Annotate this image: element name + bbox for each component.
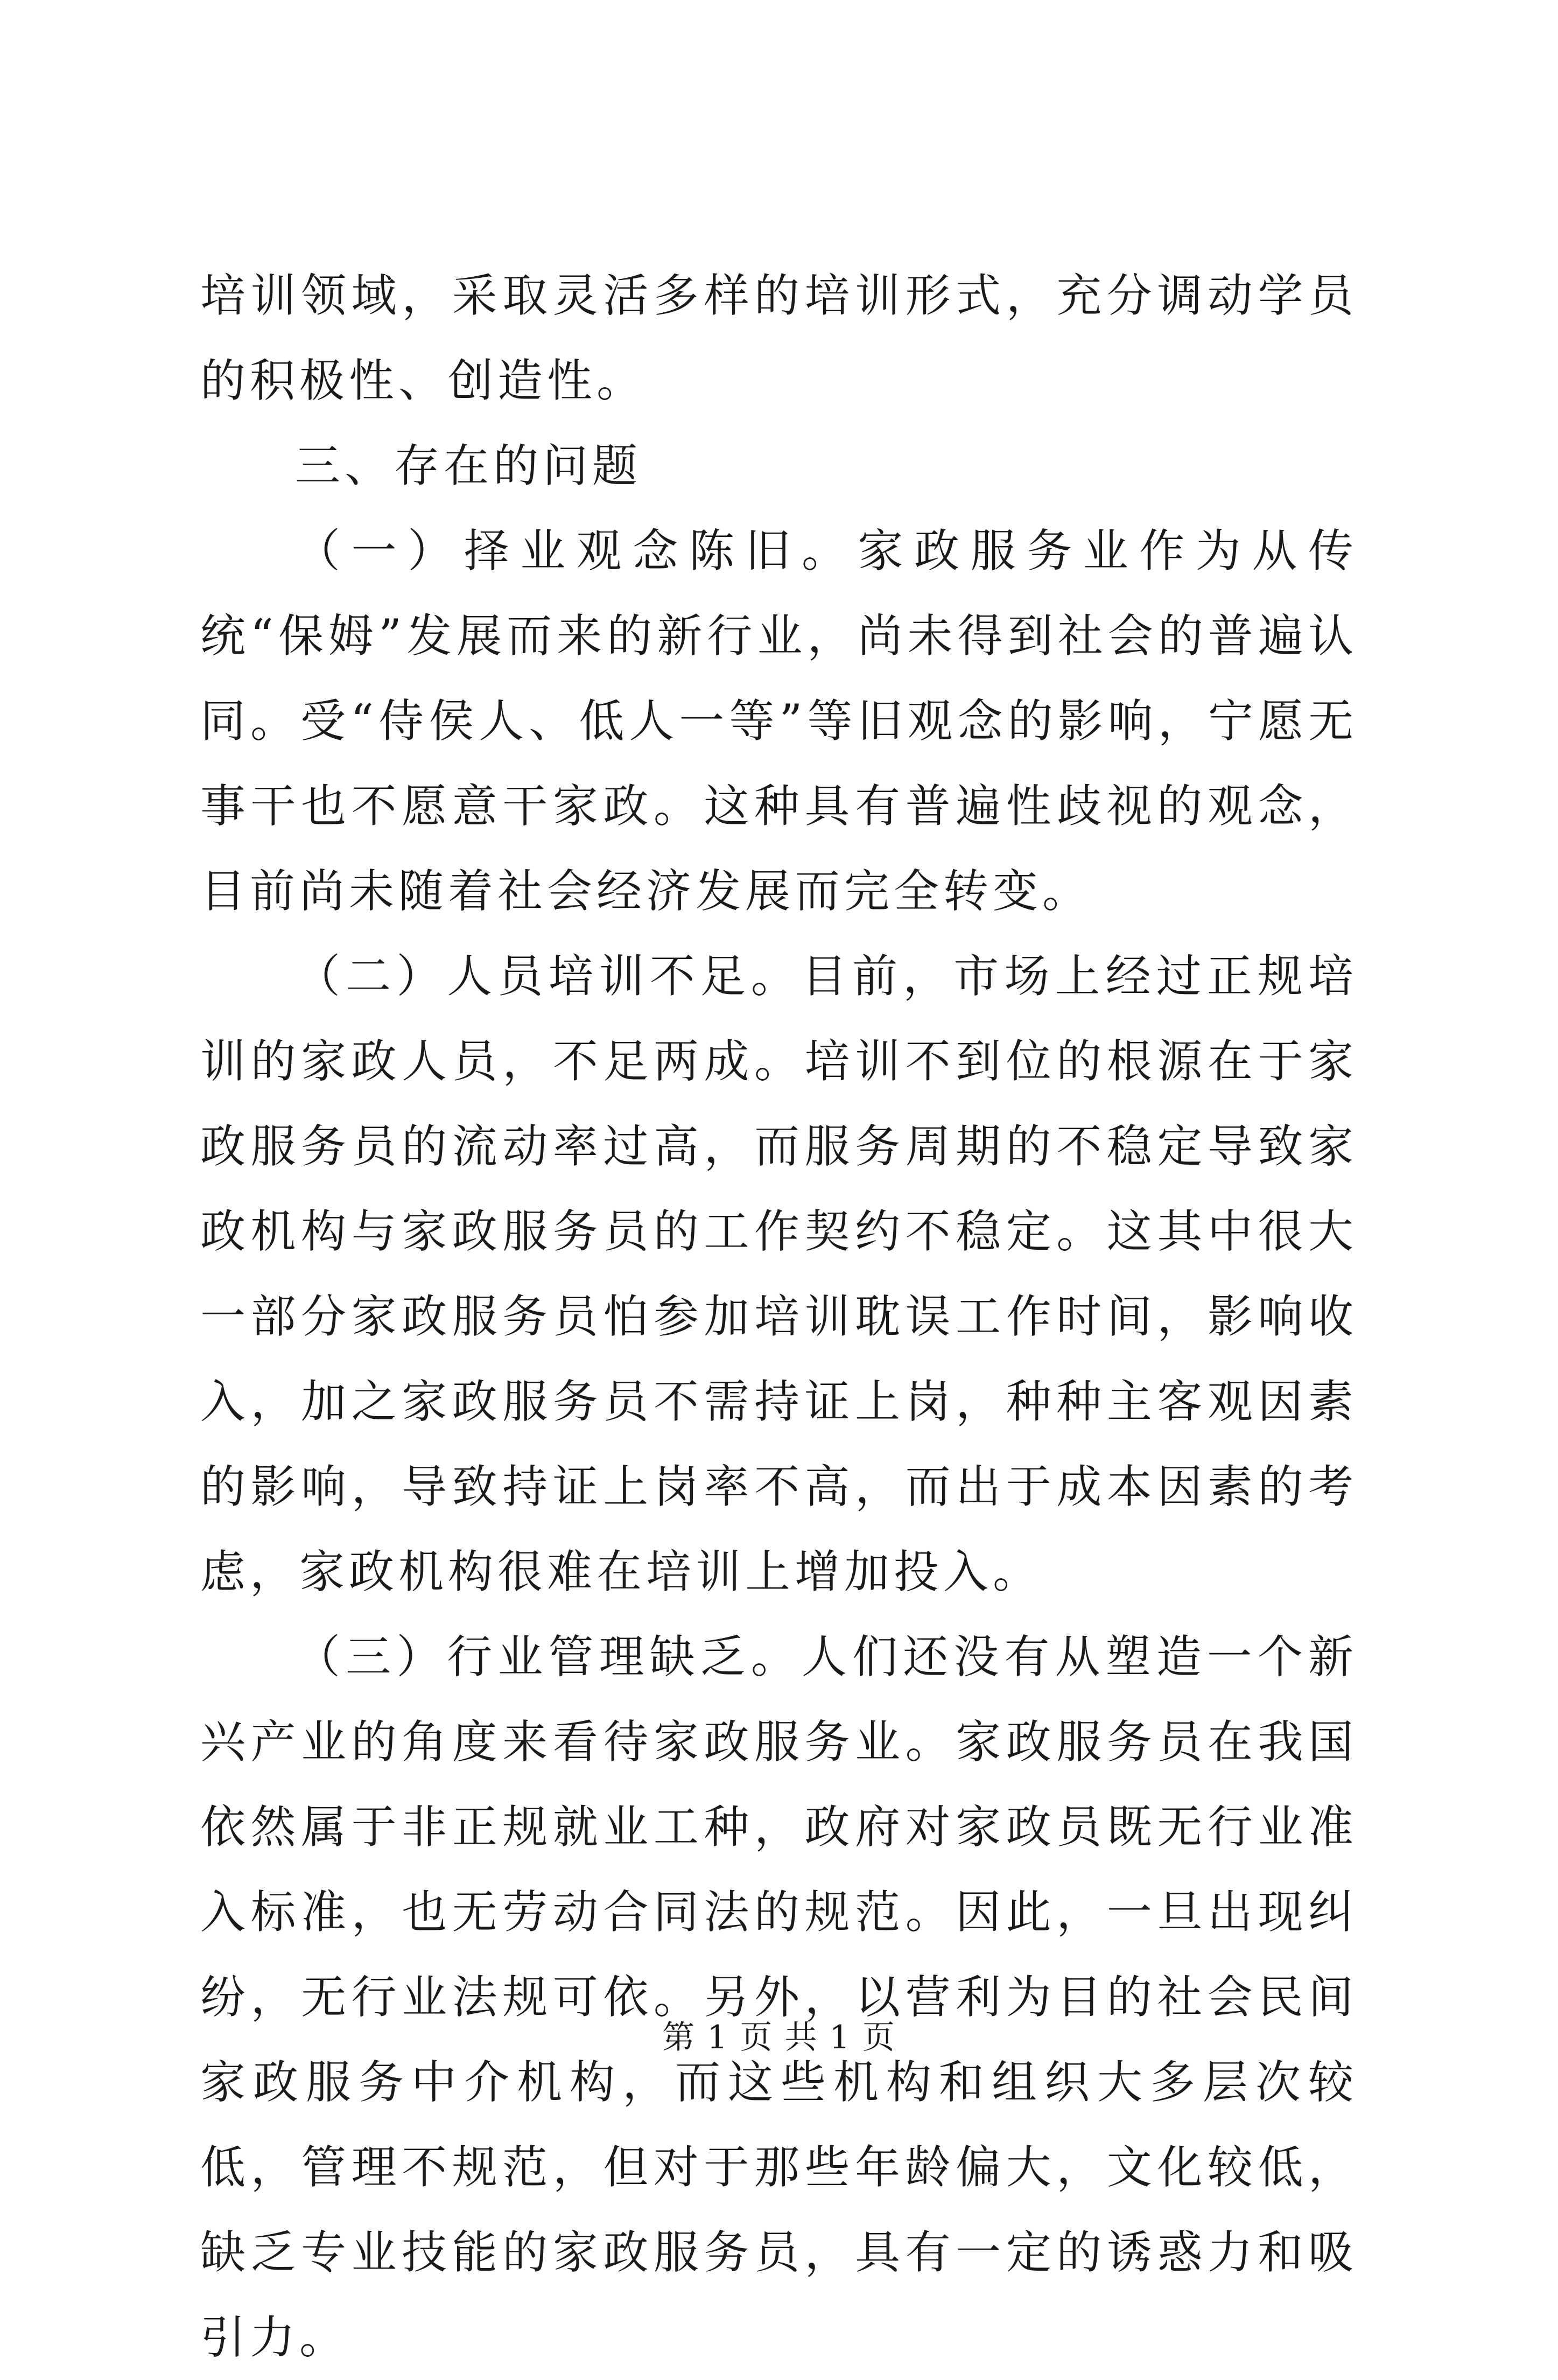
page-footer: 第 1 页 共 1 页 xyxy=(662,2019,896,2056)
paragraph-item-3: （三）行业管理缺乏。人们还没有从塑造一个新兴产业的角度来看待家政服务业。家政服务员在我国依然属于非正规就业工种，政府对家政员既无行业准入标准，也无劳动合同法的规范。因此，一旦出现纠纷，无行业法规可依。另外，以营利为目的社会民间家政服务中介机构，而这些机构和组织大多层次较低，管理不规范，但对于那些年龄偏大，文化较低，缺乏专业技能的家政服务员，具有一定的诱惑力和吸引力。 xyxy=(200,1630,1358,2364)
paragraph-continuation: 培训领域，采取灵活多样的培训形式，充分调动学员的积极性、创造性。 xyxy=(200,269,1358,407)
section-heading: 三、存在的问题 xyxy=(295,439,642,492)
paragraph-item-2: （二）人员培训不足。目前，市场上经过正规培训的家政人员，不足两成。培训不到位的根源在于家政服务员的流动率过高，而服务周期的不稳定导致家政机构与家政服务员的工作契约不稳定。这其中很大一部分家政服务员怕参加培训耽误工作时间，影响收入，加之家政服务员不需持证上岗，种种主客观因素的影响，导致持证上岗率不高，而出于成本因素的考虑，家政机构很难在培训上增加投入。 xyxy=(200,950,1358,1598)
document-body xyxy=(200,253,1358,2380)
paragraph-item-1: （一）择业观念陈旧。家政服务业作为从传统“保姆”发展而来的新行业，尚未得到社会的普遍认同。受“侍侯人、低人一等”等旧观念的影响，宁愿无事干也不愿意干家政。这种具有普遍性歧视的观念，目前尚未随着社会经济发展而完全转变。 xyxy=(200,524,1358,918)
